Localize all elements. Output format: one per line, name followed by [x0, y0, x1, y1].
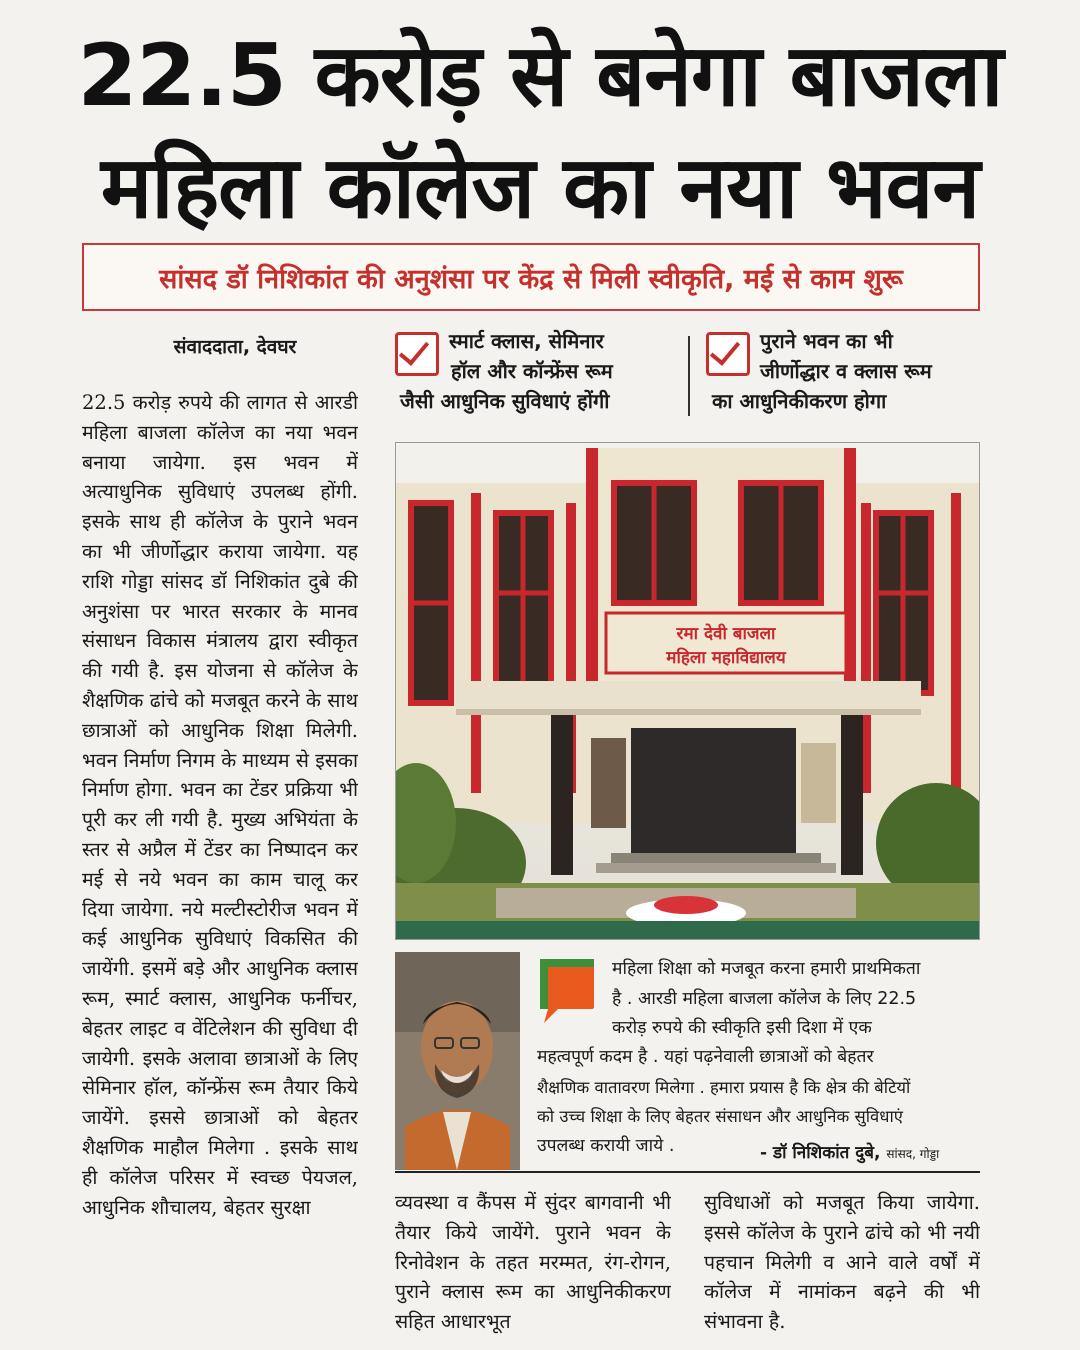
- quote-lines-top: [612, 955, 982, 1044]
- highlight-2-line-3: का आधुनिकीकरण होगा: [712, 389, 887, 413]
- headline-line-2: महिला कॉलेज का नया भवन: [100, 138, 980, 238]
- highlight-2-line-1: पुराने भवन का भी: [760, 329, 893, 353]
- highlight-1-line-3: जैसी आधुनिक सुविधाएं होंगी: [400, 389, 610, 413]
- highlight-2: [706, 326, 986, 386]
- headline-line-1: 22.5 करोड़ से बनेगा बाजला: [77, 26, 1003, 126]
- byline: संवाददाता, देवघर: [173, 336, 297, 358]
- highlight-1: [395, 326, 685, 386]
- article-column-2: व्यवस्था व कैंपस में सुंदर बागवानी भी तैयार किये जायेंगे. पुराने भवन के रिनोवेशन के तहत मरम्मत, रंग-रोगन, पुराने क्लास रूम का आधुनिकीकरण सहित आधारभूत: [395, 1191, 671, 1334]
- quote-line: करोड़ रुपये की स्वीकृति इसी दिशा में एक: [612, 1018, 872, 1038]
- checkbox-icon: [706, 332, 750, 376]
- highlight-1-line-2: हॉल और कॉन्फ्रेंस रूम: [451, 359, 613, 383]
- building-illustration: [396, 443, 980, 940]
- quote-line: को उच्च शिक्षा के लिए बेहतर संसाधन और आधुनिक सुविधाएं: [537, 1107, 903, 1126]
- highlight-1-line-1: स्मार्ट क्लास, सेमिनार: [449, 329, 604, 353]
- quote-line: महिला शिक्षा को मजबूत करना हमारी प्राथमिकता: [612, 959, 921, 979]
- quote-author: - डॉ निशिकांत दुबे,: [760, 1143, 881, 1163]
- college-building-photo: [395, 442, 980, 940]
- portrait-illustration: [395, 952, 520, 1170]
- quote-designation: सांसद, गोड्डा: [886, 1147, 940, 1161]
- quote-line: महत्वपूर्ण कदम है . यहां पढ़नेवाली छात्राओं को बेहतर: [537, 1047, 874, 1067]
- quote-line: शैक्षणिक वातावरण मिलेगा . हमारा प्रयास है कि क्षेत्र की बेटियों: [537, 1077, 911, 1097]
- article-column-1: 22.5 करोड़ रुपये की लागत से आरडी महिला बाजला कॉलेज का नया भवन बनाया जायेगा. इस भवन में अत्याधुनिक सुविधाएं उपलब्ध होंगी. इसके साथ ही कॉलेज के पुराने भवन का भी जीर्णोद्धार कराया जायेगा. यह राशि गोड्डा सांसद डॉ निशिकांत दुबे की अनुशंसा पर भारत सरकार के मानव संसाधन विकास मंत्रालय द्वारा स्वीकृत की गयी है. इस योजना से कॉलेज के शैक्षणिक ढांचे को मजबूत करने के साथ छात्राओं को आधुनिक शिक्षा मिलेगी. भवन निर्माण निगम के माध्यम से इसका निर्माण होगा. भवन का टेंडर प्रक्रिया भी पूरी कर ली गयी है. मुख्य अभियंता के स्तर से अप्रैल में टेंडर का निष्पादन कर मई से नये भवन का काम चालू कर दिया जायेगा. नये मल्टीस्टोरीज भवन में कई आधुनिक सुविधाएं विकसित की जायेंगी. इसमें बड़े और आधुनिक क्लास रूम, स्मार्ट क्लास, आधुनिक फर्नीचर, बेहतर लाइट व वेंटिलेशन की सुविधा दी जायेगी. इसके अलावा छात्राओं के लिए सेमिनार हॉल, कॉन्फ्रेंस रूम तैयार किये जायेंगे. इससे छात्राओं को बेहतर शैक्षणिक माहौल मिलेगा . इसके साथ ही कॉलेज परिसर में स्वच्छ पेयजल, आधुनिक शौचालय, बेहतर सुरक्षा: [82, 391, 358, 1219]
- highlight-2-last: [712, 386, 982, 416]
- sign-line-2: महिला महाविद्यालय: [666, 648, 786, 668]
- subheadline: सांसद डॉ निशिकांत की अनुशंसा पर केंद्र से मिली स्वीकृति, मई से काम शुरू: [159, 263, 903, 295]
- quote-line: है . आरडी महिला बाजला कॉलेज के लिए 22.5: [612, 988, 917, 1009]
- portrait-photo: [395, 952, 520, 1170]
- headline: [40, 20, 1040, 244]
- checkbox-icon: [395, 332, 439, 376]
- subheadline-box: [82, 243, 980, 311]
- highlight-2-line-2: जीर्णोद्धार व क्लास रूम: [760, 359, 932, 383]
- highlight-1-last: [400, 386, 690, 416]
- highlight-divider: [688, 336, 690, 416]
- quote-icon: [538, 957, 596, 1027]
- sign-line-1: रमा देवी बाजला: [676, 624, 776, 644]
- article-column-3: सुविधाओं को मजबूत किया जायेगा. इससे कॉलेज के पुराने ढांचे को भी नयी पहचान मिलेगी व आने वाले वर्षों में कॉलेज में नामांकन बढ़ने की भी संभावना है.: [704, 1191, 980, 1334]
- quote-signature: [760, 1140, 985, 1163]
- quote-line: उपलब्ध करायी जाये .: [537, 1135, 675, 1156]
